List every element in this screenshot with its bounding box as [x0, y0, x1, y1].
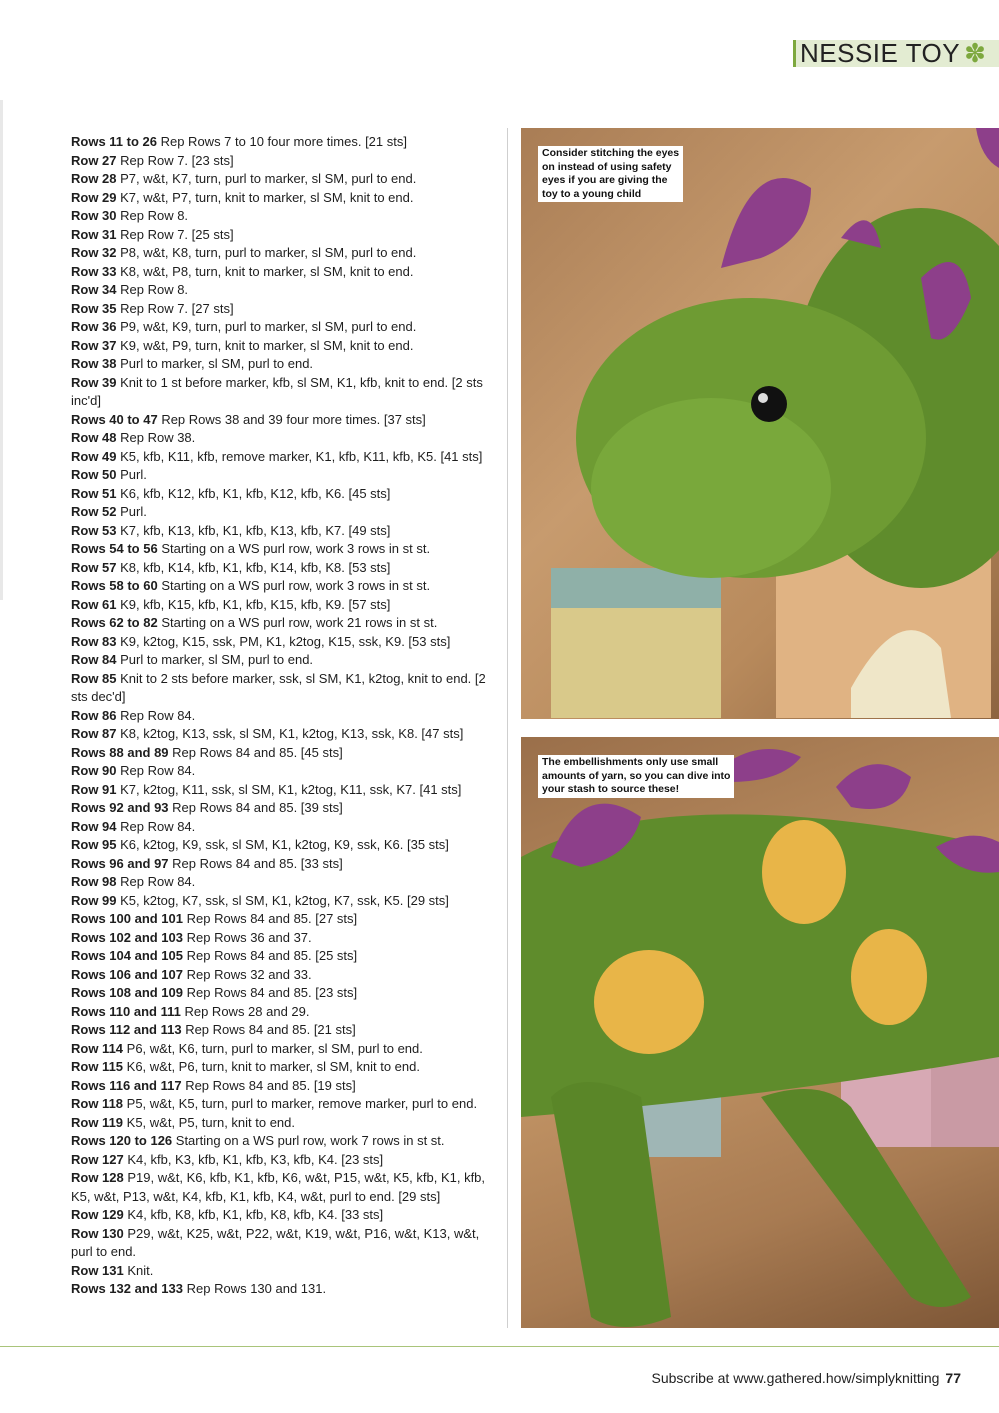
row-label: Row 29 — [71, 189, 117, 205]
pattern-row — [71, 226, 501, 245]
row-label: Row 34 — [71, 282, 117, 297]
row-instruction: K6, k2tog, K9, ssk, sl SM, K1, k2tog, K9, ssk, K6. [35 sts] — [116, 837, 449, 852]
caption-photo-2 — [538, 755, 734, 798]
row-label: Row 91 — [71, 781, 117, 797]
purple-spike-4 — [976, 128, 999, 168]
footer-rule — [0, 1346, 999, 1347]
caption-line: Consider stitching the eyes — [542, 147, 680, 159]
pattern-row — [71, 947, 501, 966]
row-label: Row 53 — [71, 522, 117, 538]
row-instruction: Rep Rows 84 and 85. [45 sts] — [168, 744, 343, 760]
row-instruction: Rep Rows 36 and 37. — [183, 929, 312, 945]
row-instruction: Rep Row 7. [25 sts] — [116, 226, 234, 242]
row-label: Row 86 — [71, 707, 117, 723]
pattern-row — [71, 374, 501, 411]
nessie-body-illustration — [521, 737, 999, 1328]
row-instruction: Starting on a WS purl row, work 3 rows in st st. — [157, 541, 431, 556]
row-instruction: Rep Rows 84 and 85. [21 sts] — [181, 1022, 356, 1037]
row-label: Row 39 — [71, 374, 117, 390]
row-label: Rows 108 and 109 — [71, 985, 183, 1000]
row-instruction: K8, kfb, K14, kfb, K1, kfb, K14, kfb, K8. [53 sts] — [116, 559, 391, 575]
pattern-row — [71, 263, 501, 282]
pattern-row — [71, 559, 501, 578]
row-label: Rows 120 to 126 — [71, 1133, 173, 1148]
pattern-row — [71, 152, 501, 171]
pattern-row — [71, 1206, 501, 1225]
page-footer — [652, 1370, 962, 1386]
pattern-row — [71, 300, 501, 319]
row-label: Rows 104 and 105 — [71, 948, 183, 963]
pattern-row — [71, 855, 501, 874]
pattern-row — [71, 873, 501, 892]
subscribe-text: Subscribe at www.gathered.how/simplyknitting — [651, 1370, 940, 1386]
row-instruction: K7, k2tog, K11, ssk, sl SM, K1, k2tog, K11, ssk, K7. [41 sts] — [116, 781, 462, 797]
row-label: Row 90 — [71, 763, 117, 778]
pattern-row — [71, 540, 501, 559]
eye-highlight — [758, 393, 768, 403]
pattern-row — [71, 244, 501, 263]
row-instruction: Rep Rows 32 and 33. — [183, 966, 312, 982]
row-instruction: Rep Rows 84 and 85. [33 sts] — [168, 855, 343, 871]
row-instruction: Rep Row 8. — [116, 208, 189, 223]
pattern-row — [71, 781, 501, 800]
row-label: Rows 11 to 26 — [71, 134, 157, 149]
row-label: Rows 112 and 113 — [71, 1022, 182, 1037]
pattern-row — [71, 1058, 501, 1077]
pattern-row — [71, 522, 501, 541]
pattern-instructions — [71, 133, 501, 1299]
row-label: Rows 40 to 47 — [71, 411, 158, 427]
pattern-row — [71, 207, 501, 226]
row-instruction: P19, w&t, K6, kfb, K1, kfb, K6, w&t, P15, w&t, K5, kfb, K1, kfb, K5, w&t, P13, w&t, K4, kfb, K1, kfb, K4, w&t, purl to end. [29 sts] — [71, 1170, 486, 1204]
section-title-text: NESSIE TOY — [800, 38, 961, 68]
row-instruction: Rep Row 84. — [116, 818, 196, 834]
row-label: Row 94 — [71, 818, 117, 834]
pattern-row — [71, 762, 501, 781]
pattern-row — [71, 411, 501, 430]
row-label: Row 48 — [71, 430, 117, 445]
row-instruction: Purl. — [116, 467, 147, 482]
row-instruction: Rep Rows 130 and 131. — [183, 1281, 327, 1296]
page-number: 77 — [945, 1370, 961, 1386]
row-instruction: Purl to marker, sl SM, purl to end. — [116, 356, 314, 371]
row-instruction: Knit to 1 st before marker, kfb, sl SM, K1, kfb, knit to end. [2 sts inc'd] — [71, 374, 483, 408]
row-instruction: Rep Rows 84 and 85. [27 sts] — [183, 911, 358, 926]
caption-line: on instead of using safety — [542, 160, 672, 173]
row-instruction: Rep Rows 38 and 39 four more times. [37 sts] — [157, 411, 426, 427]
row-label: Row 131 — [71, 1262, 124, 1278]
pattern-row — [71, 1280, 501, 1299]
caption-line: amounts of yarn, so you can dive into — [542, 769, 731, 782]
pattern-row — [71, 337, 501, 356]
row-label: Row 28 — [71, 171, 117, 186]
row-instruction: Rep Row 7. [27 sts] — [116, 300, 234, 316]
row-instruction: K9, k2tog, K15, ssk, PM, K1, k2tog, K15, ssk, K9. [53 sts] — [116, 633, 451, 649]
pattern-row — [71, 1169, 501, 1206]
row-instruction: K6, kfb, K12, kfb, K1, kfb, K12, kfb, K6. [45 sts] — [116, 485, 391, 501]
pattern-row — [71, 651, 501, 670]
row-label: Row 95 — [71, 837, 117, 852]
pattern-row — [71, 1114, 501, 1133]
row-instruction: K4, kfb, K8, kfb, K1, kfb, K8, kfb, K4. [33 sts] — [123, 1207, 384, 1222]
row-label: Row 84 — [71, 652, 117, 667]
row-label: Row 130 — [71, 1225, 124, 1241]
row-label: Row 85 — [71, 670, 117, 686]
pattern-row — [71, 1151, 501, 1170]
row-label: Row 36 — [71, 319, 117, 334]
row-label: Row 87 — [71, 726, 117, 741]
row-label: Row 33 — [71, 263, 117, 279]
row-label: Row 31 — [71, 226, 117, 242]
row-label: Row 27 — [71, 152, 117, 168]
pattern-row — [71, 836, 501, 855]
row-label: Row 49 — [71, 448, 117, 464]
pattern-row — [71, 133, 501, 152]
row-instruction: Knit to 2 sts before marker, ssk, sl SM, K1, k2tog, knit to end. [2 sts dec'd] — [71, 670, 486, 704]
page-section-title — [800, 38, 986, 68]
row-instruction: K4, kfb, K3, kfb, K1, kfb, K3, kfb, K4. [23 sts] — [123, 1151, 384, 1167]
pattern-row — [71, 1040, 501, 1059]
pattern-row — [71, 633, 501, 652]
row-label: Rows 106 and 107 — [71, 966, 183, 982]
left-edge-rule — [0, 100, 3, 600]
row-instruction: Rep Row 84. — [116, 707, 196, 723]
row-label: Row 98 — [71, 874, 117, 889]
purple-spike-1 — [721, 178, 811, 268]
row-instruction: K9, kfb, K15, kfb, K1, kfb, K15, kfb, K9. [57 sts] — [116, 596, 391, 612]
row-instruction: Purl. — [116, 504, 147, 519]
row-label: Rows 92 and 93 — [71, 800, 169, 815]
row-instruction: K8, k2tog, K13, ssk, sl SM, K1, k2tog, K13, ssk, K8. [47 sts] — [116, 726, 464, 741]
row-label: Row 32 — [71, 245, 117, 260]
pattern-row — [71, 744, 501, 763]
pattern-row — [71, 910, 501, 929]
row-label: Row 119 — [71, 1114, 124, 1130]
row-instruction: Rep Rows 28 and 29. — [180, 1003, 310, 1019]
row-instruction: Starting on a WS purl row, work 3 rows in st st. — [157, 578, 431, 593]
pattern-row — [71, 799, 501, 818]
caption-photo-1 — [538, 146, 683, 202]
pattern-row — [71, 1095, 501, 1114]
pattern-row — [71, 818, 501, 837]
row-instruction: Purl to marker, sl SM, purl to end. — [116, 652, 314, 667]
row-instruction: P7, w&t, K7, turn, purl to marker, sl SM, purl to end. — [116, 171, 417, 186]
row-label: Row 52 — [71, 504, 117, 519]
pattern-row — [71, 318, 501, 337]
column-divider — [507, 128, 508, 1328]
row-instruction: Rep Rows 84 and 85. [23 sts] — [183, 985, 358, 1000]
row-label: Row 114 — [71, 1040, 124, 1056]
pattern-row — [71, 670, 501, 707]
row-label: Row 37 — [71, 337, 117, 353]
row-label: Rows 58 to 60 — [71, 578, 158, 593]
row-label: Row 115 — [71, 1059, 124, 1074]
row-instruction: K5, kfb, K11, kfb, remove marker, K1, kfb, K11, kfb, K5. [41 sts] — [116, 448, 483, 464]
row-instruction: Rep Row 38. — [116, 430, 196, 445]
row-instruction: P29, w&t, K25, w&t, P22, w&t, K19, w&t, P16, w&t, K13, w&t, purl to end. — [71, 1225, 480, 1259]
caption-line: your stash to source these! — [542, 783, 680, 795]
pattern-row — [71, 1225, 501, 1262]
pattern-row — [71, 429, 501, 448]
nessie-head-illustration — [521, 128, 999, 719]
pattern-row — [71, 189, 501, 208]
purple-spike-c — [836, 764, 911, 809]
photo-nessie-head — [521, 128, 999, 719]
row-label: Rows 116 and 117 — [71, 1077, 182, 1093]
row-instruction: P5, w&t, K5, turn, purl to marker, remove marker, purl to end. — [123, 1096, 478, 1111]
pattern-row — [71, 929, 501, 948]
row-instruction: K9, w&t, P9, turn, knit to marker, sl SM, knit to end. — [116, 337, 414, 353]
row-instruction: Rep Rows 84 and 85. [19 sts] — [181, 1077, 356, 1093]
row-instruction: Starting on a WS purl row, work 7 rows in st st. — [172, 1133, 445, 1148]
row-instruction: K7, w&t, P7, turn, knit to marker, sl SM, knit to end. — [116, 189, 414, 205]
row-instruction: Rep Row 7. [23 sts] — [116, 152, 234, 168]
pattern-row — [71, 1262, 501, 1281]
nessie-eye — [751, 386, 787, 422]
yellow-spot-1 — [762, 820, 846, 924]
row-label: Row 129 — [71, 1207, 124, 1222]
row-label: Row 83 — [71, 633, 117, 649]
row-instruction: P8, w&t, K8, turn, purl to marker, sl SM, purl to end. — [116, 245, 417, 260]
row-instruction: Rep Row 84. — [116, 874, 196, 889]
pattern-row — [71, 1132, 501, 1151]
row-label: Row 30 — [71, 208, 117, 223]
caption-line: The embellishments only use small — [542, 756, 719, 768]
pattern-row — [71, 892, 501, 911]
pattern-row — [71, 577, 501, 596]
row-instruction: Starting on a WS purl row, work 21 rows in st st. — [157, 615, 438, 630]
pattern-row — [71, 1021, 501, 1040]
row-label: Row 99 — [71, 892, 117, 908]
pattern-row — [71, 485, 501, 504]
pattern-row — [71, 503, 501, 522]
row-instruction: Rep Rows 7 to 10 four more times. [21 sts] — [156, 134, 407, 149]
row-label: Rows 96 and 97 — [71, 855, 169, 871]
pattern-row — [71, 614, 501, 633]
row-instruction: Rep Rows 84 and 85. [39 sts] — [168, 800, 343, 815]
row-label: Row 38 — [71, 356, 117, 371]
row-instruction: P9, w&t, K9, turn, purl to marker, sl SM, purl to end. — [116, 319, 417, 334]
yellow-spot-3 — [594, 950, 704, 1054]
row-instruction: P6, w&t, K6, turn, purl to marker, sl SM, purl to end. — [123, 1040, 423, 1056]
row-instruction: K6, w&t, P6, turn, knit to marker, sl SM, knit to end. — [123, 1059, 420, 1074]
clover-icon: ✽ — [964, 38, 987, 68]
row-label: Rows 88 and 89 — [71, 744, 169, 760]
caption-line: toy to a young child — [542, 187, 642, 200]
photo-nessie-body — [521, 737, 999, 1328]
pattern-row — [71, 281, 501, 300]
pattern-row — [71, 984, 501, 1003]
row-instruction: K5, k2tog, K7, ssk, sl SM, K1, k2tog, K7, ssk, K5. [29 sts] — [116, 892, 449, 908]
row-instruction: Rep Row 8. — [116, 282, 189, 297]
row-label: Rows 100 and 101 — [71, 911, 183, 926]
pattern-row — [71, 707, 501, 726]
pattern-row — [71, 966, 501, 985]
pattern-row — [71, 466, 501, 485]
row-label: Rows 110 and 111 — [71, 1003, 181, 1019]
row-label: Row 50 — [71, 467, 117, 482]
row-label: Rows 62 to 82 — [71, 615, 158, 630]
pattern-row — [71, 1003, 501, 1022]
pattern-row — [71, 725, 501, 744]
row-instruction: K5, w&t, P5, turn, knit to end. — [123, 1114, 296, 1130]
caption-line: eyes if you are giving the — [542, 174, 668, 186]
row-instruction: K7, kfb, K13, kfb, K1, kfb, K13, kfb, K7. [49 sts] — [116, 522, 391, 538]
pattern-row — [71, 448, 501, 467]
row-label: Row 51 — [71, 485, 117, 501]
row-instruction: Rep Rows 84 and 85. [25 sts] — [183, 948, 358, 963]
row-instruction: Knit. — [123, 1262, 154, 1278]
row-label: Rows 132 and 133 — [71, 1281, 183, 1296]
row-label: Rows 102 and 103 — [71, 929, 183, 945]
pattern-row — [71, 355, 501, 374]
nessie-snout — [591, 398, 831, 578]
yellow-spot-2 — [851, 929, 927, 1025]
row-label: Rows 54 to 56 — [71, 541, 158, 556]
pattern-row — [71, 596, 501, 615]
pattern-row — [71, 170, 501, 189]
row-instruction: K8, w&t, P8, turn, knit to marker, sl SM, knit to end. — [116, 263, 414, 279]
row-label: Row 35 — [71, 300, 117, 316]
row-label: Row 57 — [71, 559, 117, 575]
row-label: Row 61 — [71, 596, 117, 612]
pattern-row — [71, 1077, 501, 1096]
row-instruction: Rep Row 84. — [116, 763, 196, 778]
row-label: Row 128 — [71, 1170, 124, 1185]
row-label: Row 127 — [71, 1151, 124, 1167]
row-label: Row 118 — [71, 1096, 124, 1111]
